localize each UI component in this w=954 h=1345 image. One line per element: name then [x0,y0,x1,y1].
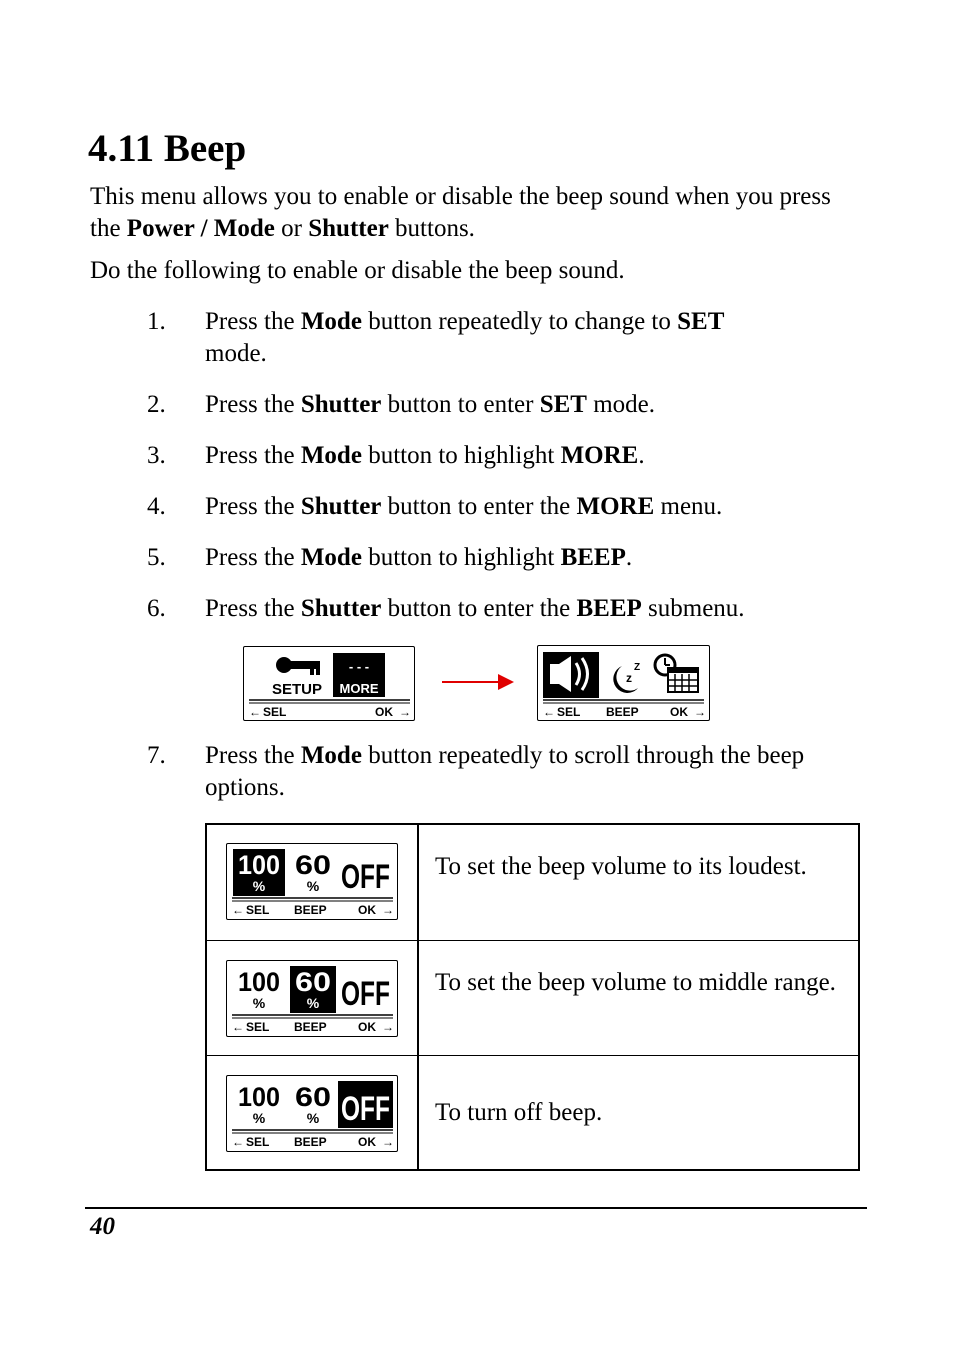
right-arrow-icon: → [694,705,706,719]
percent-label: % [306,1110,320,1126]
lcd-beep-volume-screen [226,843,398,920]
option-label: 100 [238,850,280,880]
step-text: Press the Shutter button to enter SET mode. [205,391,656,418]
sel-label: SEL [263,705,287,719]
option-description: To turn off beep. [435,1099,603,1126]
percent-label: % [306,995,320,1011]
svg-text:Z: Z [634,662,641,673]
ok-label: OK [358,1020,376,1034]
footer-rule [85,1207,867,1209]
sleep-icon [613,662,640,693]
left-arrow-icon: ← [249,705,261,719]
instruction-paragraph: Do the following to enable or disable the beep sound. [90,257,625,284]
step-number: 4. [147,493,166,520]
beep-label: BEEP [606,705,639,719]
beep-options-table [205,823,860,1171]
right-arrow-icon: → [382,1135,394,1149]
lcd-beep-screen [537,645,710,721]
step-text: Press the Mode button repeatedly to change to SET mode. [205,308,725,367]
left-arrow-icon: ← [232,1020,244,1034]
ok-label: OK [375,705,393,719]
option-label: 60 [295,1082,331,1112]
step-text: Press the Mode button to highlight BEEP. [205,544,633,571]
sel-label: SEL [246,903,270,917]
table-row [207,940,858,1055]
sel-label: SEL [246,1135,270,1149]
option-label: OFF [341,1090,390,1128]
step-text: Press the Shutter button to enter the MORE menu. [205,493,723,520]
percent-label: % [252,878,266,894]
step-number: 7. [147,742,166,769]
clock-calendar-icon [655,655,698,692]
right-arrow-icon: → [399,705,411,719]
ok-label: OK [670,705,688,719]
ok-label: OK [358,1135,376,1149]
step-text: Press the Mode button to highlight MORE. [205,442,645,469]
sel-label: SEL [246,1020,270,1034]
option-label: OFF [341,975,390,1013]
more-label: MORE [339,681,379,696]
step-number: 3. [147,442,166,469]
option-label: 60 [295,850,331,880]
beep-label: BEEP [294,1135,327,1149]
lcd-beep-volume-screen [226,960,398,1037]
option-label: 100 [238,1082,280,1112]
intro-paragraph: This menu allows you to enable or disable the beep sound when you press the Power / Mode or Shutter buttons. [90,183,831,242]
option-label: OFF [341,858,390,896]
percent-label: % [306,878,320,894]
right-arrow-icon: → [382,1020,394,1034]
table-row [207,825,858,940]
left-arrow-icon: ← [232,1135,244,1149]
setup-label: SETUP [272,681,323,698]
option-label: 100 [238,967,280,997]
step-number: 5. [147,544,166,571]
step-text: Press the Shutter button to enter the BEEP submenu. [205,595,745,622]
lcd-setup-more-screen [243,646,415,721]
beep-label: BEEP [294,903,327,917]
sel-label: SEL [557,705,581,719]
section-heading: 4.11 Beep [88,127,247,170]
right-arrow-icon [440,672,516,692]
right-arrow-icon: → [382,903,394,917]
left-arrow-icon: ← [232,903,244,917]
step-number: 6. [147,595,166,622]
option-description: To set the beep volume to middle range. [435,969,836,996]
more-dots: - - - [348,659,370,674]
percent-label: % [252,1110,266,1126]
step-number: 2. [147,391,166,418]
page-number: 40 [90,1213,115,1240]
option-label: 60 [295,967,331,997]
table-row [207,1055,858,1170]
option-description: To set the beep volume to its loudest. [435,853,807,880]
key-icon [276,657,320,675]
lcd-beep-volume-screen [226,1075,398,1152]
step-number: 1. [147,308,166,335]
percent-label: % [252,995,266,1011]
left-arrow-icon: ← [543,705,555,719]
beep-label: BEEP [294,1020,327,1034]
step-text: Press the Mode button repeatedly to scroll through the beep options. [205,742,805,801]
svg-text:z: z [626,671,632,685]
ok-label: OK [358,903,376,917]
